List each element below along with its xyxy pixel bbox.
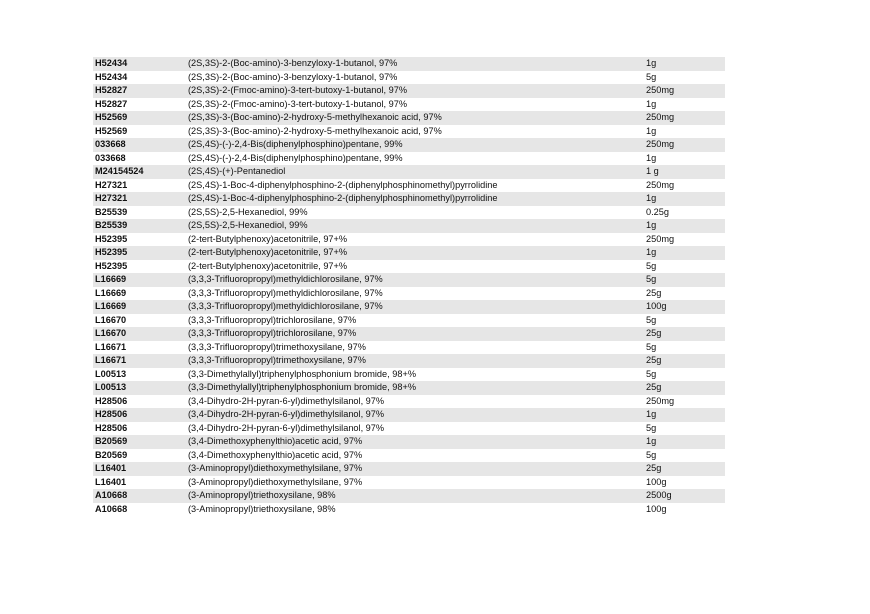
table-row	[93, 422, 725, 436]
table-row	[93, 435, 725, 449]
table-row	[93, 273, 725, 287]
table-row	[93, 179, 725, 193]
package-size: 1g	[646, 220, 657, 230]
product-code: L16669	[95, 274, 127, 284]
product-code: H27321	[95, 193, 128, 203]
product-code: M24154524	[95, 166, 144, 176]
product-code: H52395	[95, 260, 128, 271]
product-code: H52827	[95, 85, 128, 95]
package-size: 2500g	[646, 490, 672, 500]
package-size: 250mg	[646, 179, 675, 190]
table-row	[93, 449, 725, 463]
product-name: (2S,3S)-2-(Fmoc-amino)-3-tert-butoxy-1-butanol, 97%	[188, 98, 408, 109]
product-name: (3,3,3-Trifluoropropyl)trimethoxysilane, 97%	[188, 341, 366, 352]
table-row	[93, 408, 725, 422]
table-row	[93, 341, 725, 355]
product-name: (3,4-Dihydro-2H-pyran-6-yl)dimethylsilanol, 97%	[188, 395, 385, 406]
product-code: L16671	[95, 355, 127, 365]
table-row	[93, 287, 725, 301]
table-row	[93, 152, 725, 166]
package-size: 5g	[646, 71, 657, 82]
package-size: 250mg	[646, 139, 675, 149]
product-name: (2S,3S)-2-(Boc-amino)-3-benzyloxy-1-butanol, 97%	[188, 58, 398, 68]
package-size: 100g	[646, 476, 667, 487]
table-row	[93, 462, 725, 476]
package-size: 1g	[646, 98, 657, 109]
product-code: H52395	[95, 247, 128, 257]
product-name: (2S,5S)-2,5-Hexanediol, 99%	[188, 220, 308, 230]
table-row	[93, 125, 725, 139]
product-code: H52434	[95, 71, 128, 82]
package-size: 25g	[646, 463, 662, 473]
package-size: 25g	[646, 382, 662, 392]
product-code: L16670	[95, 328, 127, 338]
package-size: 250mg	[646, 395, 675, 406]
package-size: 25g	[646, 355, 662, 365]
product-code: L00513	[95, 382, 127, 392]
product-code: 033668	[95, 152, 126, 163]
package-size: 250mg	[646, 233, 675, 244]
package-size: 1g	[646, 409, 657, 419]
product-name: (2-tert-Butylphenoxy)acetonitrile, 97+%	[188, 260, 348, 271]
table-row	[93, 192, 725, 206]
package-size: 5g	[646, 260, 657, 271]
product-name: (2S,5S)-2,5-Hexanediol, 99%	[188, 206, 308, 217]
package-size: 100g	[646, 503, 667, 514]
product-name: (3,3,3-Trifluoropropyl)methyldichlorosilane, 97%	[188, 301, 383, 311]
product-code: B25539	[95, 220, 128, 230]
product-code: L16401	[95, 463, 127, 473]
table-row	[93, 233, 725, 247]
product-code: A10668	[95, 503, 128, 514]
product-code: H28506	[95, 422, 128, 433]
product-code: H27321	[95, 179, 128, 190]
product-name: (3,3,3-Trifluoropropyl)trichlorosilane, 97%	[188, 328, 357, 338]
product-code: L16670	[95, 314, 127, 325]
product-code: H52395	[95, 233, 128, 244]
package-size: 1g	[646, 125, 657, 136]
package-size: 250mg	[646, 85, 675, 95]
package-size: 0.25g	[646, 206, 669, 217]
product-code: H52569	[95, 112, 128, 122]
table-row	[93, 111, 725, 125]
product-code: L16401	[95, 476, 127, 487]
product-name: (2S,3S)-2-(Boc-amino)-3-benzyloxy-1-butanol, 97%	[188, 71, 398, 82]
product-code: L16669	[95, 287, 127, 298]
package-size: 1g	[646, 58, 657, 68]
table-row	[93, 165, 725, 179]
product-table	[93, 57, 725, 516]
product-name: (2S,3S)-3-(Boc-amino)-2-hydroxy-5-methylhexanoic acid, 97%	[188, 112, 442, 122]
product-code: H52827	[95, 98, 128, 109]
package-size: 5g	[646, 368, 657, 379]
package-size: 1g	[646, 152, 657, 163]
product-name: (2S,3S)-2-(Fmoc-amino)-3-tert-butoxy-1-butanol, 97%	[188, 85, 408, 95]
package-size: 25g	[646, 328, 662, 338]
package-size: 5g	[646, 422, 657, 433]
product-code: L16671	[95, 341, 127, 352]
product-name: (2S,4S)-1-Boc-4-diphenylphosphino-2-(diphenylphosphinomethyl)pyrrolidine	[188, 193, 498, 203]
package-size: 5g	[646, 341, 657, 352]
product-name: (3,4-Dihydro-2H-pyran-6-yl)dimethylsilanol, 97%	[188, 422, 385, 433]
product-code: B20569	[95, 449, 128, 460]
product-code: H28506	[95, 409, 128, 419]
table-row	[93, 395, 725, 409]
product-name: (3-Aminopropyl)triethoxysilane, 98%	[188, 490, 336, 500]
product-code: B20569	[95, 436, 128, 446]
package-size: 25g	[646, 287, 662, 298]
table-row	[93, 219, 725, 233]
table-row	[93, 476, 725, 490]
product-code: B25539	[95, 206, 128, 217]
product-name: (2S,4S)-(-)-2,4-Bis(diphenylphosphino)pentane, 99%	[188, 139, 403, 149]
product-name: (2-tert-Butylphenoxy)acetonitrile, 97+%	[188, 247, 348, 257]
product-name: (2S,4S)-(-)-2,4-Bis(diphenylphosphino)pentane, 99%	[188, 152, 403, 163]
table-row	[93, 314, 725, 328]
product-name: (3,3,3-Trifluoropropyl)methyldichlorosilane, 97%	[188, 274, 383, 284]
product-name: (3-Aminopropyl)diethoxymethylsilane, 97%	[188, 463, 363, 473]
table-row	[93, 300, 725, 314]
product-name: (3-Aminopropyl)diethoxymethylsilane, 97%	[188, 476, 363, 487]
product-name: (3,4-Dimethoxyphenylthio)acetic acid, 97%	[188, 436, 363, 446]
product-name: (3,3,3-Trifluoropropyl)methyldichlorosilane, 97%	[188, 287, 383, 298]
table-row	[93, 327, 725, 341]
table-row	[93, 354, 725, 368]
package-size: 250mg	[646, 112, 675, 122]
product-code: A10668	[95, 490, 128, 500]
package-size: 1 g	[646, 166, 659, 176]
table-row	[93, 84, 725, 98]
product-name: (3,3,3-Trifluoropropyl)trichlorosilane, 97%	[188, 314, 357, 325]
package-size: 5g	[646, 449, 657, 460]
package-size: 1g	[646, 247, 657, 257]
package-size: 1g	[646, 193, 657, 203]
product-name: (2-tert-Butylphenoxy)acetonitrile, 97+%	[188, 233, 348, 244]
product-code: H28506	[95, 395, 128, 406]
table-row	[93, 246, 725, 260]
package-size: 5g	[646, 274, 657, 284]
product-code: 033668	[95, 139, 126, 149]
table-row	[93, 489, 725, 503]
product-name: (2S,4S)-(+)-Pentanediol	[188, 166, 286, 176]
product-name: (2S,3S)-3-(Boc-amino)-2-hydroxy-5-methylhexanoic acid, 97%	[188, 125, 442, 136]
product-name: (3,3-Dimethylallyl)triphenylphosphonium bromide, 98+%	[188, 382, 417, 392]
table-row	[93, 503, 725, 517]
table-row	[93, 138, 725, 152]
product-name: (3,4-Dihydro-2H-pyran-6-yl)dimethylsilanol, 97%	[188, 409, 385, 419]
product-name: (2S,4S)-1-Boc-4-diphenylphosphino-2-(diphenylphosphinomethyl)pyrrolidine	[188, 179, 498, 190]
product-code: H52434	[95, 58, 128, 68]
package-size: 5g	[646, 314, 657, 325]
product-name: (3-Aminopropyl)triethoxysilane, 98%	[188, 503, 336, 514]
table-row	[93, 206, 725, 220]
table-row	[93, 381, 725, 395]
product-code: L00513	[95, 368, 127, 379]
product-code: H52569	[95, 125, 128, 136]
product-name: (3,3-Dimethylallyl)triphenylphosphonium bromide, 98+%	[188, 368, 417, 379]
table-row	[93, 57, 725, 71]
product-name: (3,4-Dimethoxyphenylthio)acetic acid, 97%	[188, 449, 363, 460]
table-row	[93, 98, 725, 112]
table-row	[93, 260, 725, 274]
product-name: (3,3,3-Trifluoropropyl)trimethoxysilane, 97%	[188, 355, 366, 365]
package-size: 1g	[646, 436, 657, 446]
table-row	[93, 368, 725, 382]
product-code: L16669	[95, 301, 127, 311]
table-row	[93, 71, 725, 85]
package-size: 100g	[646, 301, 667, 311]
